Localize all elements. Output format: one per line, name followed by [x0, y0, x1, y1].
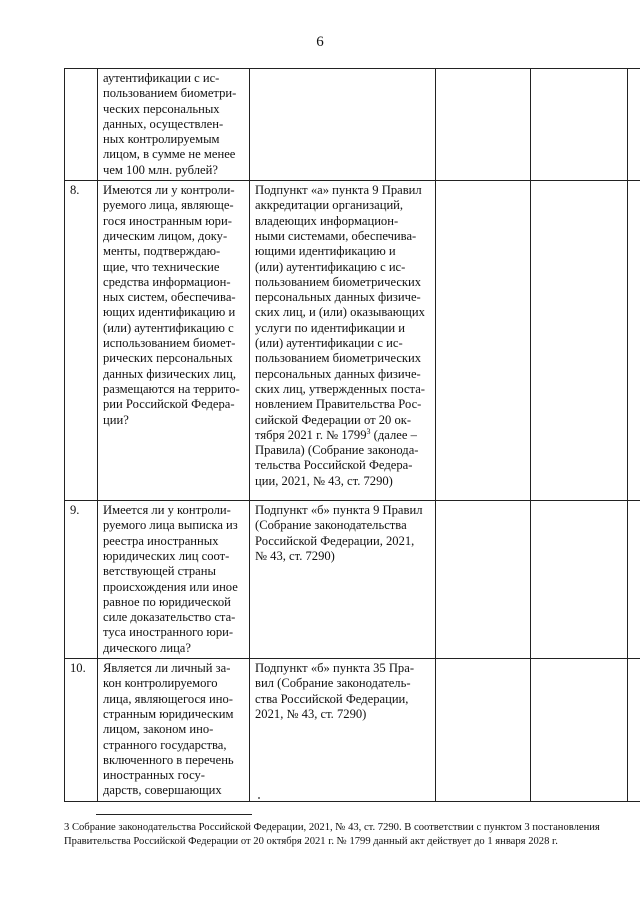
table-row	[65, 69, 640, 181]
answer-cell	[531, 181, 628, 501]
table-row	[65, 659, 640, 802]
checklist-table	[64, 68, 640, 802]
answer-cell	[628, 659, 640, 802]
answer-cell	[436, 181, 531, 501]
reference-text: Подпункт «а» пункта 9 Правил аккредитации организаций, владеющих информацион- ными системами, обеспечива- ющими идентификацию и (или) аутентификацию с ис- пользованием биометрических персональных данных физиче- ских лиц, и (или) оказывающих услуги по идентификации и (или) аутентификации с ис- пользованием биометрических персональных данных физиче- ских лиц, утвержденных поста- новлением Правительства Рос- сийской Федерации от 20 ок- тября 2021 г. № 1799	[255, 183, 425, 442]
footnote	[64, 821, 624, 848]
question-cell: Имеется ли у контроли- руемого лица выписка из реестра иностранных юридических лиц соот- ветствующей страны происхождения или иное равное по юридической силе доказательство ста- туса иностранного юри- дического лица?	[98, 501, 250, 659]
answer-cell	[531, 69, 628, 181]
table-row	[65, 501, 640, 659]
reference-cell: Подпункт «б» пункта 9 Правил (Собрание законодательства Российской Федерации, 2021, № 43, ст. 7290)	[250, 501, 436, 659]
row-number	[65, 69, 98, 181]
question-cell: Имеются ли у контроли- руемого лица, являюще- гося иностранным юри- дическим лицом, доку- менты, подтверждаю- щие, что технические средства информацион- ных систем, обеспечива- ющих идентификацию и (или) аутентификацию с использованием биомет- рических персональных данных физических лиц, размещаются на террито- рии Российской Федера- ции?	[98, 181, 250, 501]
footnote-separator	[96, 814, 252, 815]
footnote-mark: 3	[366, 426, 371, 436]
answer-cell	[628, 181, 640, 501]
reference-text-continued: (далее – Правила) (Собрание законода- тельства Российской Федера- ции, 2021, № 43, ст. 7290)	[255, 427, 419, 488]
answer-cell	[531, 659, 628, 802]
question-cell: аутентификации с ис- пользованием биометри- ческих персональных данных, осуществлен- ных контролируемым лицом, в сумме не менее чем 100 млн. рублей?	[98, 69, 250, 181]
scan-dot	[258, 797, 260, 799]
answer-cell	[628, 501, 640, 659]
reference-cell: Подпункт «б» пункта 35 Пра- вил (Собрание законодатель- ства Российской Федерации, 2021, № 43, ст. 7290)	[250, 659, 436, 802]
answer-cell	[628, 69, 640, 181]
reference-cell	[250, 69, 436, 181]
page-number: 6	[316, 34, 324, 50]
reference-cell	[250, 181, 436, 501]
row-number: 10.	[65, 659, 98, 802]
footnote-line: Правительства Российской Федерации от 20 октября 2021 г. № 1799 данный акт действует до 1 января 2028 г.	[64, 835, 558, 847]
footnote-line: 3 Собрание законодательства Российской Федерации, 2021, № 43, ст. 7290. В соответствии с пунктом 3 постановления	[64, 822, 600, 833]
answer-cell	[436, 69, 531, 181]
table-row	[65, 181, 640, 501]
answer-cell	[436, 501, 531, 659]
answer-cell	[436, 659, 531, 802]
row-number: 9.	[65, 501, 98, 659]
row-number: 8.	[65, 181, 98, 501]
answer-cell	[531, 501, 628, 659]
question-cell: Является ли личный за- кон контролируемого лица, являющегося ино- странным юридическим лицом, законом ино- странного государства, включенного в перечень иностранных госу- дарств, совершающих	[98, 659, 250, 802]
